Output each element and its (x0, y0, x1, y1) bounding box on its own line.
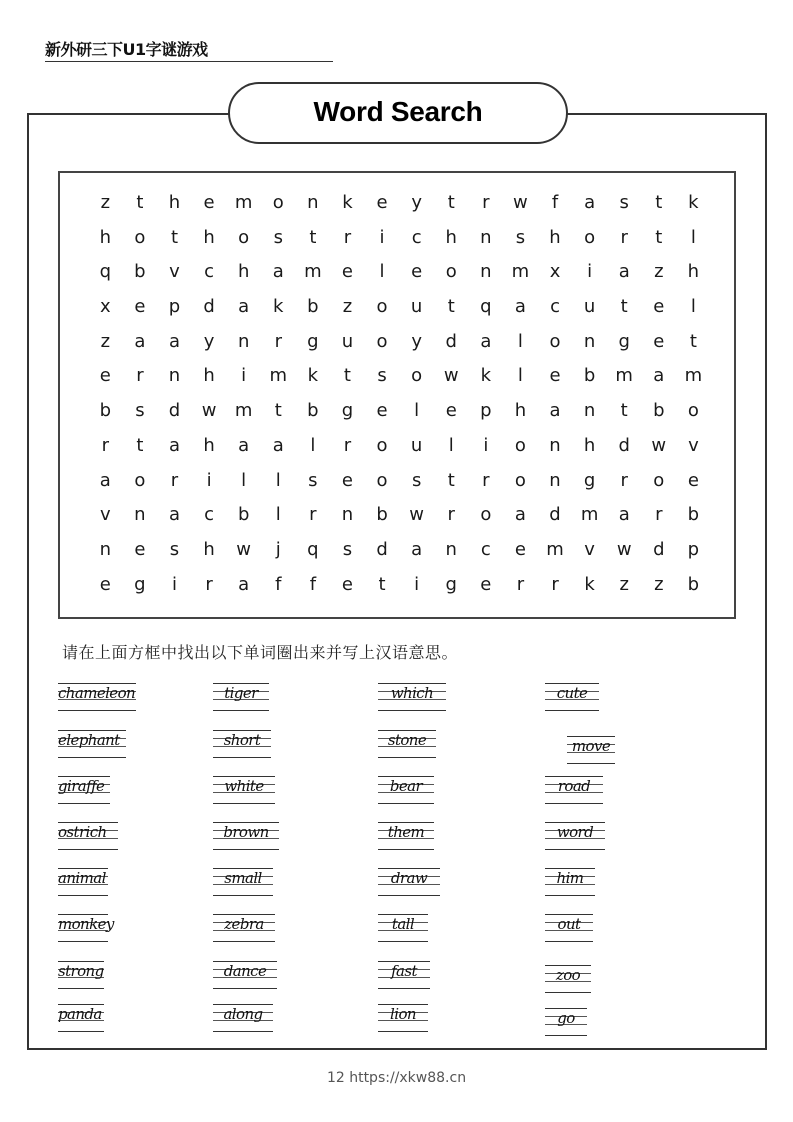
word-item-elephant (58, 730, 126, 758)
word-label: word (556, 823, 594, 841)
word-item-road (545, 776, 603, 804)
grid-letter[interactable]: o (376, 469, 388, 491)
word-item-monkey (58, 914, 114, 942)
grid-letter[interactable]: n (480, 226, 492, 248)
grid-letter[interactable]: n (549, 469, 561, 491)
grid-letter[interactable]: w (513, 192, 528, 213)
grid-letter[interactable]: n (237, 330, 250, 352)
grid-letter[interactable]: b (237, 504, 250, 526)
grid-letter[interactable]: c (204, 261, 215, 283)
grid-letter[interactable]: o (272, 192, 284, 213)
document-title: 新外研三下U1字谜游戏 (45, 40, 333, 62)
grid-letter[interactable]: s (169, 538, 180, 560)
grid-letter[interactable]: l (379, 261, 385, 283)
grid-letter[interactable]: o (584, 226, 596, 248)
grid-letter[interactable]: e (411, 261, 423, 283)
grid-letter[interactable]: o (653, 469, 665, 491)
grid-letter[interactable]: n (445, 538, 457, 560)
grid-letter[interactable]: a (134, 330, 146, 352)
grid-letter[interactable]: v (584, 538, 595, 560)
grid-letter[interactable]: g (583, 469, 596, 491)
grid-letter[interactable]: t (620, 296, 628, 318)
grid-letter[interactable]: y (411, 330, 422, 352)
grid-letter[interactable]: h (203, 538, 215, 560)
grid-letter[interactable]: z (100, 192, 111, 213)
grid-letter[interactable]: a (653, 365, 665, 387)
grid-letter[interactable]: n (583, 400, 596, 422)
word-item-word (545, 822, 605, 850)
grid-letter[interactable]: l (517, 330, 523, 352)
word-label: panda (58, 1005, 102, 1023)
grid-letter[interactable]: t (655, 226, 663, 248)
grid-letter[interactable]: e (341, 261, 353, 283)
grid-letter[interactable]: b (307, 296, 319, 318)
grid-letter[interactable]: v (169, 261, 180, 283)
grid-letter[interactable]: r (136, 365, 144, 387)
grid-letter[interactable]: l (310, 434, 316, 456)
grid-letter[interactable]: r (482, 192, 490, 213)
grid-letter[interactable]: a (272, 434, 284, 456)
word-label: short (223, 731, 261, 749)
word-item-along (213, 1004, 273, 1032)
grid-letter[interactable]: a (238, 434, 250, 456)
word-item-zebra (213, 914, 275, 942)
word-item-short (213, 730, 271, 758)
grid-letter[interactable]: l (275, 469, 281, 491)
grid-letter[interactable]: h (549, 226, 561, 248)
grid-letter[interactable]: b (307, 400, 319, 422)
grid-letter[interactable]: g (445, 573, 457, 595)
word-item-them (378, 822, 434, 850)
letter-grid (88, 186, 708, 602)
grid-letter[interactable]: q (480, 296, 492, 318)
grid-letter[interactable]: p (687, 538, 700, 560)
grid-letter[interactable]: d (445, 330, 457, 352)
grid-letter[interactable]: h (99, 226, 111, 248)
grid-letter[interactable]: y (203, 330, 215, 352)
grid-letter[interactable]: b (99, 400, 112, 422)
grid-letter[interactable]: k (688, 192, 699, 213)
grid-letter[interactable]: k (584, 573, 595, 595)
grid-letter[interactable]: e (653, 296, 665, 318)
grid-letter[interactable]: r (655, 504, 663, 526)
word-item-fast (378, 961, 430, 989)
grid-letter[interactable]: e (376, 192, 388, 213)
grid-letter[interactable]: i (379, 226, 385, 248)
grid-letter[interactable]: n (168, 365, 181, 387)
grid-letter[interactable]: e (134, 296, 146, 318)
word-label: draw (390, 869, 428, 887)
word-label: zebra (224, 915, 264, 933)
grid-letter[interactable]: r (551, 573, 559, 595)
grid-letter[interactable]: h (203, 226, 215, 248)
grid-letter[interactable]: z (654, 573, 664, 595)
grid-letter[interactable]: v (99, 504, 111, 526)
grid-letter[interactable]: b (687, 504, 700, 526)
grid-letter[interactable]: c (204, 504, 215, 526)
grid-letter[interactable]: s (273, 226, 283, 248)
grid-letter[interactable]: d (549, 504, 561, 526)
grid-letter[interactable]: i (206, 469, 212, 491)
grid-letter[interactable]: h (583, 434, 596, 456)
grid-letter[interactable]: w (236, 538, 252, 560)
word-item-giraffe (58, 776, 110, 804)
grid-letter[interactable]: g (134, 573, 146, 595)
grid-letter[interactable]: g (618, 330, 630, 352)
word-label: which (390, 684, 434, 702)
word-label: strong (58, 962, 104, 980)
grid-letter[interactable]: l (690, 296, 696, 318)
title-banner (228, 82, 568, 144)
grid-letter[interactable]: m (684, 365, 703, 387)
grid-letter[interactable]: i (414, 573, 420, 595)
page-footer: 12 https://xkw88.cn (326, 1070, 467, 1086)
word-item-him (545, 868, 595, 896)
grid-letter[interactable]: n (341, 504, 354, 526)
grid-letter[interactable]: t (447, 469, 455, 491)
grid-letter[interactable]: c (550, 296, 560, 318)
word-item-stone (378, 730, 436, 758)
grid-letter[interactable]: s (135, 400, 145, 422)
grid-letter[interactable]: p (168, 296, 181, 318)
word-item-lion (378, 1004, 428, 1032)
word-label: dance (223, 962, 267, 980)
grid-letter[interactable]: b (376, 504, 388, 526)
word-label: him (556, 869, 584, 887)
grid-letter[interactable]: o (238, 226, 250, 248)
grid-letter[interactable]: e (134, 538, 146, 560)
grid-letter[interactable]: t (447, 296, 455, 318)
grid-letter[interactable]: m (580, 504, 599, 526)
word-item-bear (378, 776, 434, 804)
grid-letter[interactable]: r (274, 330, 282, 352)
grid-letter[interactable]: o (445, 261, 457, 283)
grid-letter[interactable]: k (307, 365, 319, 387)
grid-letter[interactable]: o (514, 434, 526, 456)
word-item-tall (378, 914, 428, 942)
grid-letter[interactable]: u (410, 434, 423, 456)
grid-letter[interactable]: q (307, 538, 319, 560)
grid-letter[interactable]: h (514, 400, 527, 422)
grid-letter[interactable]: k (273, 296, 284, 318)
grid-letter[interactable]: o (376, 296, 388, 318)
grid-letter[interactable]: a (618, 504, 630, 526)
grid-letter[interactable]: h (687, 261, 700, 283)
word-label: along (223, 1005, 263, 1023)
grid-letter[interactable]: z (654, 261, 664, 283)
grid-letter[interactable]: h (237, 261, 250, 283)
word-item-move (567, 736, 615, 764)
grid-letter[interactable]: u (341, 330, 354, 352)
word-label: chameleon (58, 684, 136, 702)
grid-letter[interactable]: n (549, 434, 561, 456)
grid-letter[interactable]: o (514, 469, 526, 491)
word-item-tiger (213, 683, 269, 711)
grid-letter[interactable]: m (234, 400, 253, 422)
grid-letter[interactable]: d (168, 400, 181, 422)
grid-letter[interactable]: q (99, 261, 112, 283)
word-item-which (378, 683, 446, 711)
grid-letter[interactable]: i (483, 434, 489, 456)
grid-letter[interactable]: l (517, 365, 523, 387)
grid-letter[interactable]: i (171, 573, 177, 595)
grid-letter[interactable]: z (619, 573, 629, 595)
grid-letter[interactable]: t (689, 330, 697, 352)
grid-letter[interactable]: b (653, 400, 665, 422)
grid-letter[interactable]: a (480, 330, 492, 352)
word-label: tall (391, 915, 415, 933)
grid-letter[interactable]: t (655, 192, 663, 213)
grid-letter[interactable]: d (203, 296, 215, 318)
grid-letter[interactable]: t (378, 573, 386, 595)
grid-letter[interactable]: e (514, 538, 526, 560)
grid-letter[interactable]: b (134, 261, 146, 283)
word-item-small (213, 868, 273, 896)
grid-letter[interactable]: r (101, 434, 109, 456)
grid-letter[interactable]: i (587, 261, 593, 283)
grid-letter[interactable]: a (584, 192, 596, 213)
grid-letter[interactable]: e (480, 573, 492, 595)
grid-letter[interactable]: a (99, 469, 111, 491)
grid-letter[interactable]: v (688, 434, 699, 456)
word-label: move (571, 737, 611, 755)
grid-letter[interactable]: f (309, 573, 317, 595)
grid-letter[interactable]: f (551, 192, 559, 213)
word-label: ostrich (58, 823, 107, 841)
grid-letter[interactable]: o (376, 434, 388, 456)
grid-letter[interactable]: b (583, 365, 596, 387)
grid-letter[interactable]: r (516, 573, 525, 595)
grid-letter[interactable]: n (99, 538, 111, 560)
grid-letter[interactable]: h (203, 434, 215, 456)
word-item-go (545, 1008, 587, 1036)
grid-letter[interactable]: a (238, 573, 250, 595)
grid-letter[interactable]: w (616, 538, 632, 560)
grid-letter[interactable]: m (304, 261, 322, 283)
grid-letter[interactable]: a (411, 538, 423, 560)
grid-letter[interactable]: k (342, 192, 353, 213)
grid-letter[interactable]: o (376, 330, 388, 352)
grid-letter[interactable]: e (99, 573, 111, 595)
instruction-text: 请在上面方框中找出以下单词圈出来并写上汉语意思。 (62, 643, 459, 662)
word-label: stone (387, 731, 427, 749)
grid-letter[interactable]: n (583, 330, 596, 352)
grid-letter[interactable]: m (269, 365, 288, 387)
word-item-dance (213, 961, 277, 989)
word-item-cute (545, 683, 599, 711)
word-label: small (224, 869, 262, 887)
grid-letter[interactable]: f (275, 573, 282, 595)
grid-letter[interactable]: a (618, 261, 630, 283)
word-item-draw (378, 868, 440, 896)
grid-letter[interactable]: m (546, 538, 564, 560)
grid-letter[interactable]: a (238, 296, 250, 318)
word-label: animal (58, 869, 106, 887)
grid-letter[interactable]: s (619, 192, 629, 213)
grid-letter[interactable]: j (275, 538, 281, 560)
grid-letter[interactable]: r (205, 573, 213, 595)
grid-letter[interactable]: e (653, 330, 665, 352)
grid-letter[interactable]: o (134, 469, 146, 491)
grid-letter[interactable]: t (620, 400, 628, 422)
grid-letter[interactable]: p (480, 400, 492, 422)
grid-letter[interactable]: d (618, 434, 630, 456)
grid-letter[interactable]: a (272, 261, 284, 283)
grid-letter[interactable]: e (341, 573, 353, 595)
grid-letter[interactable]: g (341, 400, 354, 422)
grid-letter[interactable]: i (241, 365, 247, 387)
grid-letter[interactable]: x (99, 296, 111, 318)
grid-letter[interactable]: s (342, 538, 353, 560)
grid-letter[interactable]: a (168, 434, 180, 456)
word-label: monkey (58, 915, 114, 933)
grid-letter[interactable]: x (549, 261, 561, 283)
grid-letter[interactable]: r (620, 226, 628, 248)
grid-letter[interactable]: z (342, 296, 353, 318)
grid-letter[interactable]: h (445, 226, 457, 248)
word-label: tiger (224, 684, 258, 702)
puzzle-title: Word Search (313, 96, 483, 127)
grid-letter[interactable]: t (309, 226, 317, 248)
grid-letter[interactable]: r (309, 504, 317, 526)
grid-letter[interactable]: t (343, 365, 351, 387)
grid-letter[interactable]: r (447, 504, 455, 526)
grid-letter[interactable]: c (480, 538, 491, 560)
grid-letter[interactable]: e (549, 365, 561, 387)
grid-letter[interactable]: c (411, 226, 422, 248)
grid-letter[interactable]: s (377, 365, 387, 387)
grid-letter[interactable]: n (480, 261, 492, 283)
grid-letter[interactable]: b (687, 573, 700, 595)
grid-letter[interactable]: e (203, 192, 215, 213)
grid-letter[interactable]: w (651, 434, 667, 456)
grid-letter[interactable]: d (653, 538, 665, 560)
grid-letter[interactable]: l (241, 469, 247, 491)
grid-letter[interactable]: t (136, 192, 144, 213)
grid-letter[interactable]: n (307, 192, 319, 213)
word-item-ostrich (58, 822, 118, 850)
word-item-white (213, 776, 275, 804)
grid-letter[interactable]: e (99, 365, 111, 387)
grid-letter[interactable]: e (687, 469, 699, 491)
word-label: brown (223, 823, 269, 841)
grid-letter[interactable]: l (690, 226, 696, 248)
grid-letter[interactable]: a (549, 400, 561, 422)
word-label: zoo (555, 966, 581, 984)
word-item-brown (213, 822, 279, 850)
grid-letter[interactable]: m (615, 365, 633, 387)
grid-letter[interactable]: e (341, 469, 353, 491)
grid-letter[interactable]: d (376, 538, 388, 560)
grid-letter[interactable]: r (482, 469, 490, 491)
grid-letter[interactable]: r (170, 469, 179, 491)
grid-letter[interactable]: e (445, 400, 457, 422)
grid-letter[interactable]: w (443, 365, 459, 387)
grid-letter[interactable]: t (136, 434, 144, 456)
grid-letter[interactable]: m (234, 192, 253, 213)
grid-letter[interactable]: t (274, 400, 282, 422)
grid-letter[interactable]: t (447, 192, 455, 213)
grid-letter[interactable]: r (620, 469, 628, 491)
grid-letter[interactable]: l (414, 400, 420, 422)
word-item-out (545, 914, 593, 942)
word-label: fast (391, 962, 417, 980)
grid-letter[interactable]: w (201, 400, 217, 422)
grid-letter[interactable]: u (583, 296, 596, 318)
grid-letter[interactable]: s (515, 226, 526, 248)
grid-letter[interactable]: o (411, 365, 423, 387)
word-label: out (557, 915, 581, 933)
grid-letter[interactable]: h (168, 192, 181, 213)
grid-letter[interactable]: a (168, 504, 180, 526)
word-label: bear (389, 777, 423, 795)
grid-letter[interactable]: r (343, 434, 352, 456)
word-item-zoo (545, 965, 591, 993)
word-label: go (557, 1009, 575, 1027)
word-list (58, 683, 698, 1043)
grid-letter[interactable]: a (514, 504, 526, 526)
grid-letter[interactable]: u (410, 296, 423, 318)
grid-letter[interactable]: e (376, 400, 388, 422)
word-label: giraffe (58, 777, 105, 795)
grid-letter[interactable]: o (480, 504, 492, 526)
grid-letter[interactable]: l (275, 504, 281, 526)
grid-letter[interactable]: r (343, 226, 352, 248)
word-item-strong (58, 961, 104, 989)
grid-letter[interactable]: s (411, 469, 422, 491)
grid-letter[interactable]: g (307, 330, 319, 352)
word-label: cute (556, 684, 588, 702)
word-label: road (557, 777, 591, 795)
grid-letter[interactable]: o (549, 330, 561, 352)
grid-letter[interactable]: k (480, 365, 492, 387)
grid-letter[interactable]: t (170, 226, 179, 248)
grid-letter[interactable]: o (687, 400, 699, 422)
grid-letter[interactable]: l (448, 434, 454, 456)
word-label: lion (390, 1005, 416, 1023)
grid-letter[interactable]: m (511, 261, 530, 283)
grid-letter[interactable]: o (134, 226, 146, 248)
word-item-chameleon (58, 683, 136, 711)
word-label: them (387, 823, 425, 841)
grid-letter[interactable]: y (411, 192, 422, 213)
word-label: white (224, 777, 264, 795)
grid-letter[interactable]: h (203, 365, 215, 387)
grid-letter[interactable]: a (168, 330, 180, 352)
grid-letter[interactable]: w (409, 504, 424, 526)
grid-letter[interactable]: n (134, 504, 146, 526)
grid-letter[interactable]: z (100, 330, 111, 352)
grid-letter[interactable]: a (514, 296, 526, 318)
word-label: elephant (58, 731, 120, 749)
word-item-panda (58, 1004, 104, 1032)
word-item-animal (58, 868, 108, 896)
grid-letter[interactable]: s (308, 469, 318, 491)
